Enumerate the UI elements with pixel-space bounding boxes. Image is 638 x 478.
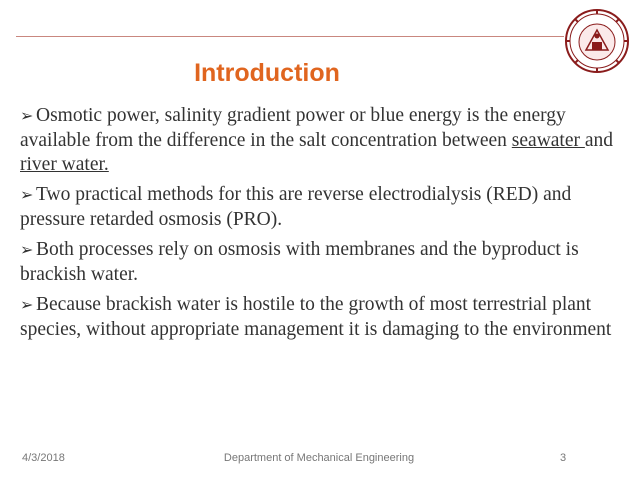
bullet-item: [20, 104, 620, 177]
bullet-text: and: [584, 130, 614, 151]
arrow-bullet-icon: ➢: [20, 108, 34, 125]
bullet-text: Because brackish water is hostile to the growth of most terrestrial plant species, without appropriate management it is damaging to the environment: [20, 294, 612, 340]
arrow-bullet-icon: ➢: [20, 187, 34, 204]
bullet-item: [20, 183, 620, 232]
header-rule: [16, 36, 564, 37]
bullet-text: Both processes rely on osmosis with membranes and the byproduct is brackish water.: [20, 239, 579, 285]
bullet-item: [20, 238, 620, 287]
bullet-list: [20, 104, 620, 348]
arrow-bullet-icon: ➢: [20, 242, 34, 259]
link-seawater[interactable]: seawater: [511, 130, 585, 151]
arrow-bullet-icon: ➢: [20, 297, 34, 314]
footer-date: 4/3/2018: [22, 452, 65, 464]
page-number: 3: [560, 452, 567, 464]
bullet-item: [20, 293, 620, 342]
slide-title: Introduction: [194, 59, 340, 87]
university-seal-logo: [564, 8, 630, 74]
bullet-text: Osmotic power, salinity gradient power or blue energy is the energy available from the difference in the salt concentration between: [20, 105, 566, 151]
bullet-text: Two practical methods for this are reverse electrodialysis (RED) and pressure retarded osmosis (PRO).: [20, 184, 572, 230]
footer-department: Department of Mechanical Engineering: [223, 452, 415, 464]
link-river-water[interactable]: river water.: [20, 154, 109, 175]
